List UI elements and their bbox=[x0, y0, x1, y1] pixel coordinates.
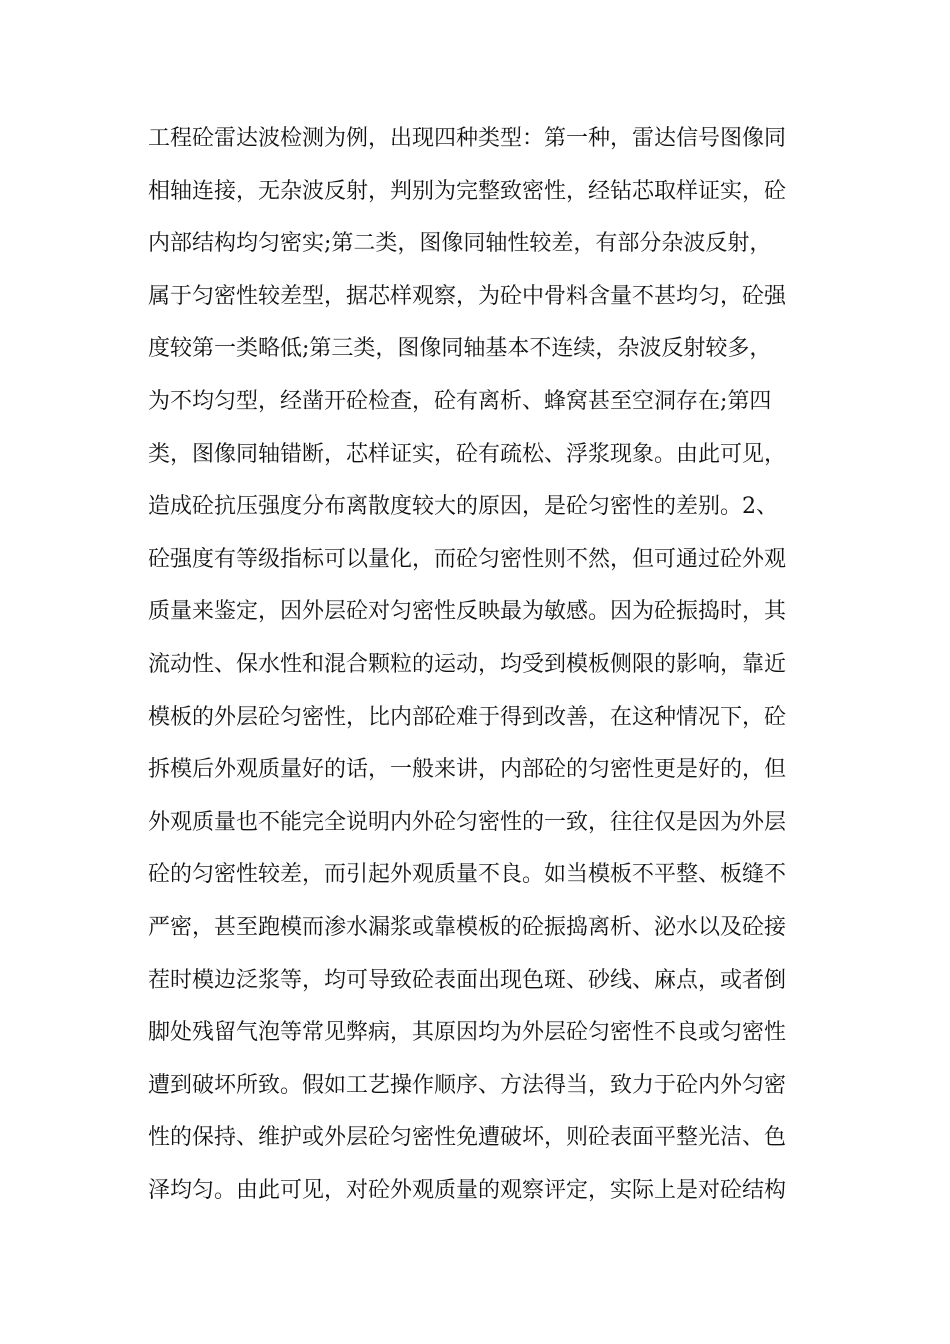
text-line: 拆模后外观质量好的话，一般来讲，内部砼的匀密性更是好的，但 bbox=[148, 757, 787, 783]
text-line: 属于匀密性较差型，据芯样观察，为砼中骨料含量不甚均匀，砼强 bbox=[148, 283, 787, 309]
text-line: 造成砼抗压强度分布离散度较大的原因，是砼匀密性的差别。2、 bbox=[148, 494, 778, 520]
body-paragraph bbox=[148, 121, 808, 1225]
text-line: 砼强度有等级指标可以量化，而砼匀密性则不然，但可通过砼外观 bbox=[148, 546, 787, 572]
text-line: 砼的匀密性较差，而引起外观质量不良。如当模板不平整、板缝不 bbox=[148, 862, 787, 888]
text-line: 相轴连接，无杂波反射，判别为完整致密性，经钻芯取样证实，砼 bbox=[148, 178, 787, 204]
text-line: 外观质量也不能完全说明内外砼匀密性的一致，往往仅是因为外层 bbox=[148, 809, 787, 835]
text-line: 质量来鉴定，因外层砼对匀密性反映最为敏感。因为砼振捣时，其 bbox=[148, 599, 787, 625]
text-line: 流动性、保水性和混合颗粒的运动，均受到模板侧限的影响，靠近 bbox=[148, 651, 787, 677]
text-line: 工程砼雷达波检测为例，出现四种类型：第一种，雷达信号图像同 bbox=[148, 126, 787, 151]
text-line: 为不均匀型，经凿开砼检查，砼有离析、蜂窝甚至空洞存在;第四 bbox=[148, 388, 772, 414]
text-line: 内部结构均匀密实;第二类，图像同轴性较差，有部分杂波反射， bbox=[148, 231, 772, 257]
text-line: 类，图像同轴错断，芯样证实，砼有疏松、浮浆现象。由此可见， bbox=[148, 441, 787, 467]
text-line: 茬时模边泛浆等，均可导致砼表面出现色斑、砂线、麻点，或者倒 bbox=[148, 967, 787, 993]
text-line: 性的保持、维护或外层砼匀密性免遭破坏，则砼表面平整光洁、色 bbox=[148, 1125, 787, 1151]
text-line: 模板的外层砼匀密性，比内部砼难于得到改善，在这种情况下，砼 bbox=[148, 704, 787, 730]
text-line: 度较第一类略低;第三类，图像同轴基本不连续，杂波反射较多， bbox=[148, 336, 772, 362]
text-line: 严密，甚至跑模而渗水漏浆或靠模板的砼振捣离析、泌水以及砼接 bbox=[148, 914, 787, 940]
text-line: 脚处残留气泡等常见弊病，其原因均为外层砼匀密性不良或匀密性 bbox=[148, 1020, 787, 1046]
text-line: 泽均匀。由此可见，对砼外观质量的观察评定，实际上是对砼结构 bbox=[148, 1177, 787, 1203]
text-line: 遭到破坏所致。假如工艺操作顺序、方法得当，致力于砼内外匀密 bbox=[148, 1072, 787, 1098]
